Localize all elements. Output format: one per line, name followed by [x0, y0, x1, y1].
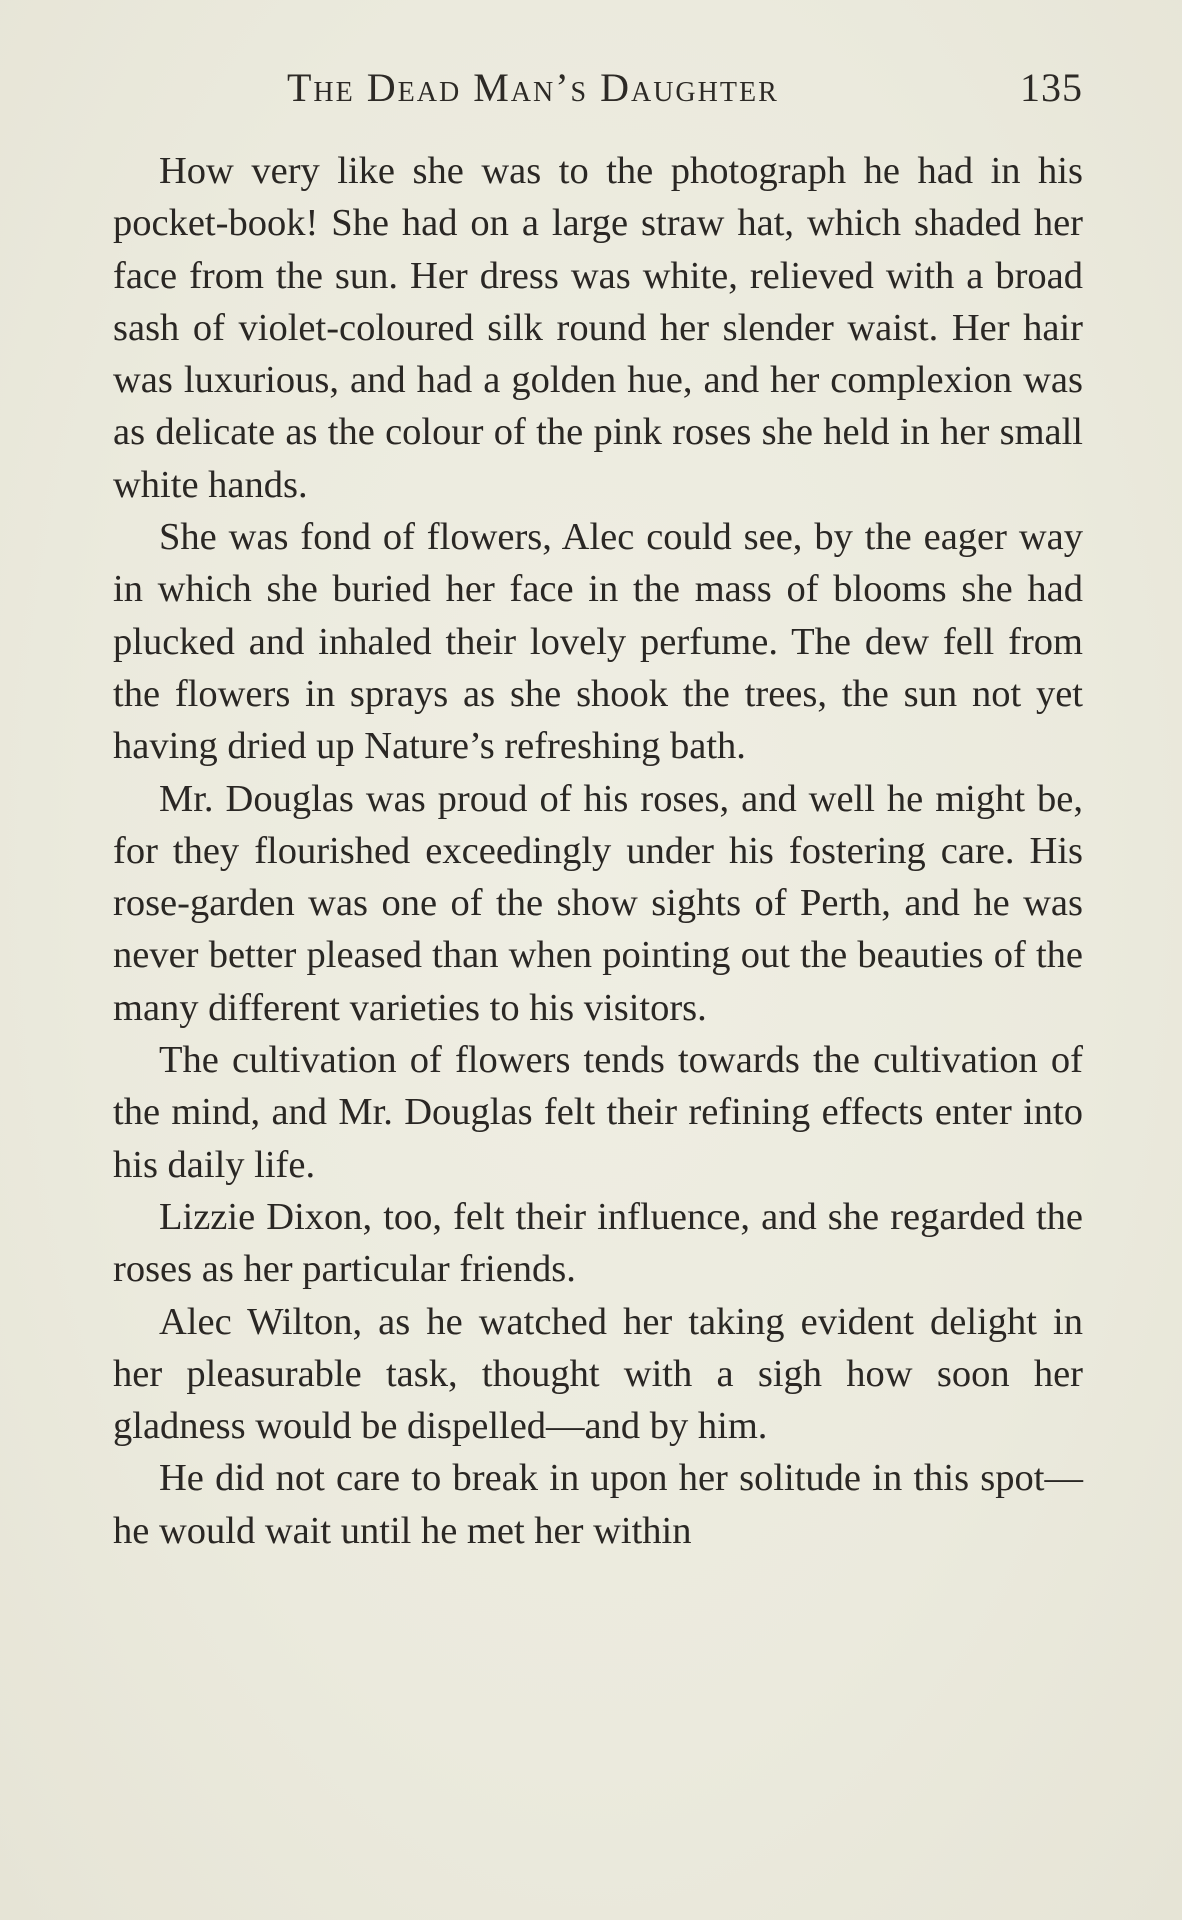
paragraph: Alec Wilton, as he watched her taking evident delight in her pleasurable task, thought with a sigh how soon her gladness would be dispelled—and by him. [113, 1300, 1083, 1448]
paragraph: He did not care to break in upon her solitude in this spot—he would wait until he met her within [113, 1457, 1083, 1552]
paragraph: She was fond of flowers, Alec could see, by the eager way in which she buried her face in the mass of blooms she had plucked and inhaled their lovely perfume. The dew fell from the flowers in sprays as she shook the trees, the sun not yet having dried up Nature’s refreshing bath. [113, 516, 1083, 768]
body-text [113, 145, 1083, 1557]
paragraph: Lizzie Dixon, too, felt their influence, and she regarded the roses as her particular friends. [113, 1195, 1083, 1291]
paragraph: The cultivation of flowers tends towards the cultivation of the mind, and Mr. Douglas felt their refining effects enter into his daily life. [113, 1039, 1083, 1186]
page-header [113, 64, 1083, 120]
paragraph: How very like she was to the photograph he had in his pocket-book! She had on a large straw hat, which shaded her face from the sun. Her dress was white, relieved with a broad sash of violet-coloured silk round her slender waist. Her hair was luxurious, and had a golden hue, and her complexion was as delicate as the colour of the pink roses she held in her small white hands. [113, 150, 1083, 506]
page-number: 135 [1020, 65, 1083, 110]
running-title: The Dead Man’s Daughter [287, 65, 779, 110]
paragraph: Mr. Douglas was proud of his roses, and well he might be, for they flourished exceedingly under his fostering care. His rose-garden was one of the show sights of Perth, and he was never better pleased than when pointing out the beauties of the many different varieties to his visitors. [113, 777, 1083, 1029]
